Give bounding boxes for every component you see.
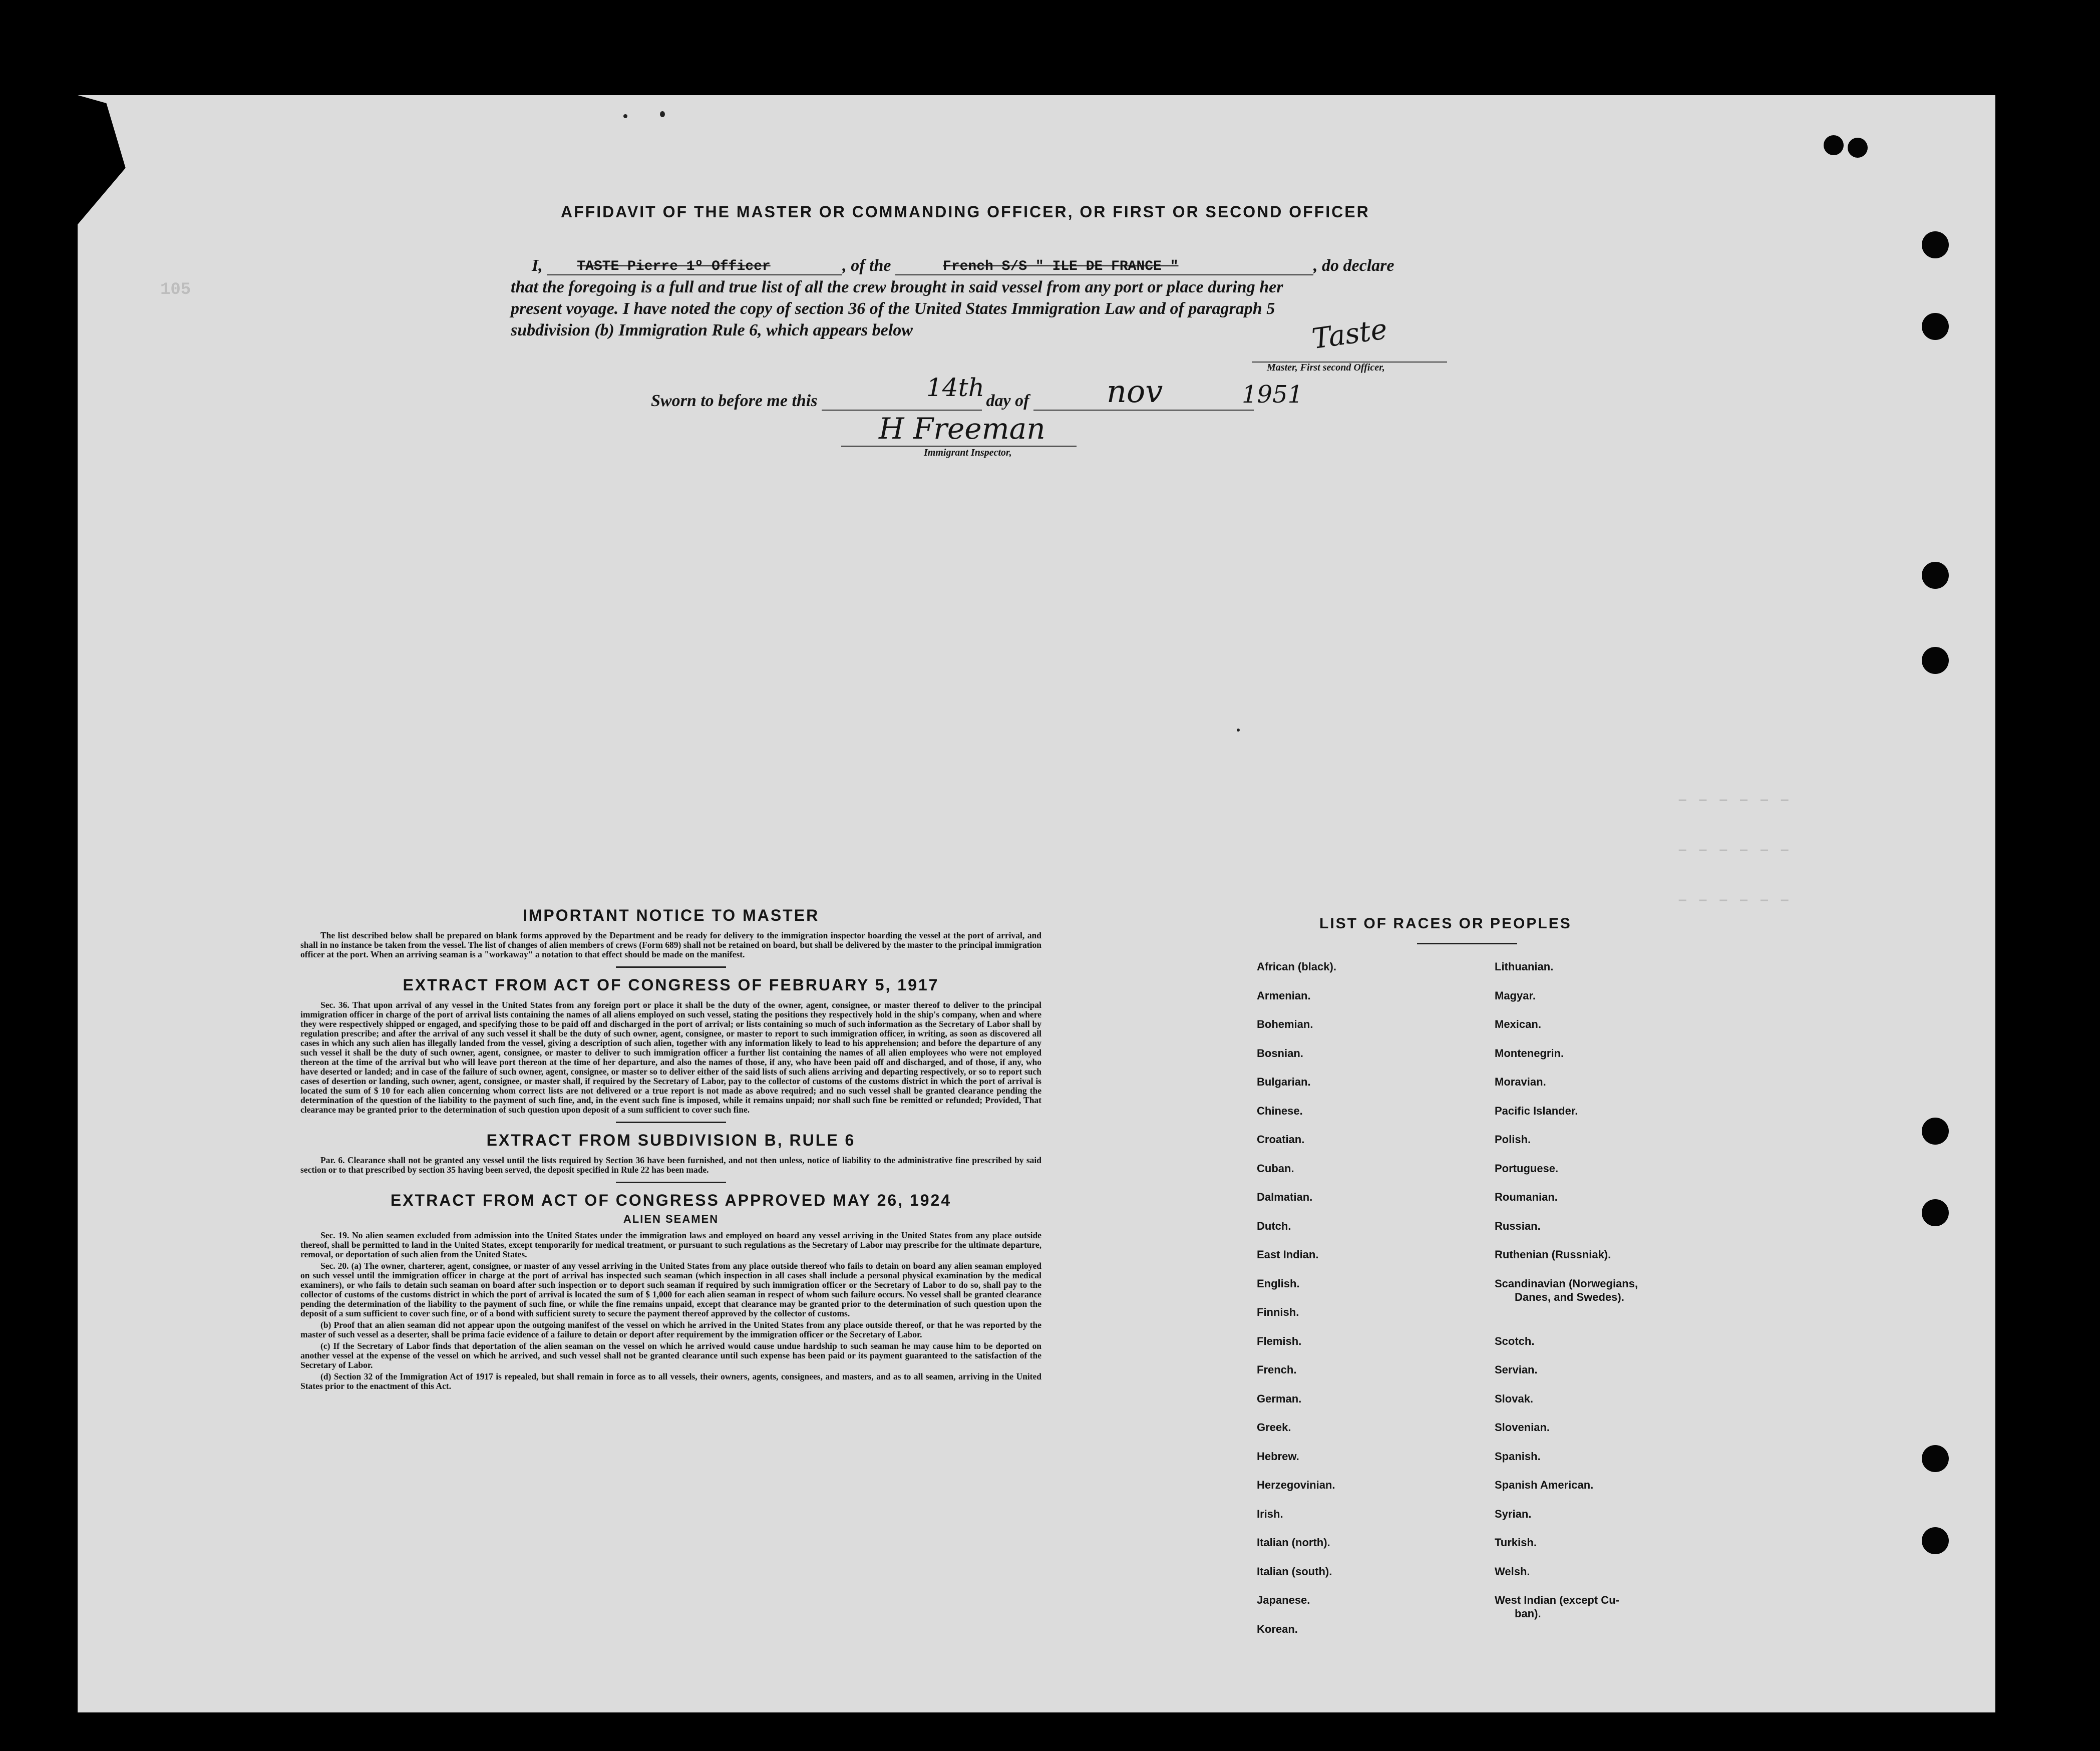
races-title: LIST OF RACES OR PEOPLES (1319, 915, 1572, 932)
punch-hole (1824, 135, 1844, 155)
punch-hole (1848, 138, 1868, 158)
extract-1924-title: EXTRACT FROM ACT OF CONGRESS APPROVED MAY 26, 1924 (390, 1191, 952, 1209)
sworn-month: nov (1107, 373, 1163, 410)
races-divider (1417, 943, 1517, 944)
sworn-year: 1951 (1242, 381, 1303, 409)
race-item: Polish. (1495, 1133, 1531, 1146)
race-item: Syrian. (1495, 1508, 1532, 1520)
race-item: Herzegovinian. (1257, 1479, 1335, 1491)
race-item: Russian. (1495, 1220, 1541, 1232)
inspector-label: Immigrant Inspector, (924, 447, 1012, 458)
inspector-signature: H Freeman (879, 412, 1045, 446)
race-item: Ruthenian (Russniak). (1495, 1248, 1611, 1261)
race-item: Irish. (1257, 1508, 1283, 1520)
race-item: Turkish. (1495, 1536, 1537, 1549)
declaration-line-3: present voyage. I have noted the copy of section 36 of the United States Immigration Law and of paragraph 5 (511, 299, 1275, 318)
declaration-line-4: subdivision (b) Immigration Rule 6, which appears below (511, 321, 913, 339)
legal-notice-column (300, 906, 1041, 1393)
race-item: Welsh. (1495, 1565, 1530, 1578)
punch-hole (1922, 313, 1949, 340)
notice-title: IMPORTANT NOTICE TO MASTER (522, 906, 820, 924)
race-item: Slovenian. (1495, 1421, 1550, 1434)
race-item: African (black). (1257, 960, 1336, 973)
race-item: ban). (1515, 1607, 1541, 1620)
race-item: Croatian. (1257, 1133, 1305, 1146)
page-number-mark: 105 (160, 280, 191, 299)
race-item: Chinese. (1257, 1105, 1303, 1117)
bleed-through-mark: – – – – – – (1677, 841, 1790, 860)
race-item: Moravian. (1495, 1076, 1546, 1088)
extract-rule6-body: Par. 6. Clearance shall not be granted any vessel until the lists required by Section 36 have been furnished, and not then unless, notice of liability to the administrative fine prescribed by said section or to that prescribed by section 35 having been served, the deposit specified in Rule 22 has been made. (300, 1155, 1041, 1175)
race-item: Armenian. (1257, 989, 1311, 1002)
race-item: Finnish. (1257, 1306, 1299, 1318)
punch-hole (1922, 647, 1949, 674)
race-item: Mexican. (1495, 1018, 1541, 1030)
extract-1924-subtitle: ALIEN SEAMEN (623, 1213, 719, 1225)
race-item: Scotch. (1495, 1335, 1535, 1347)
punch-hole (1922, 1199, 1949, 1226)
race-item: Japanese. (1257, 1594, 1310, 1606)
bleed-through-mark: – – – – – – (1677, 791, 1790, 810)
declaration-line-1 (532, 255, 1394, 275)
extract-1924-sec20a: Sec. 20. (a) The owner, charterer, agent, consignee, or master of any vessel arriving in the United States from any place outside thereof who fails to detain on board any alien seaman employed on such vessel until the immigration officer in charge at the port of arrival has inspected such seaman (which inspection in all cases shall include a personal physical examination by the medical examiners), or who fails to detain such seaman on board after such inspection or to deport such seaman if required by such immigration officer or the Secretary of Labor to do so, shall pay to the collector of customs of the customs district in which the port of arrival is located the sum of $ 1,000 for each alien seaman in respect of whom such failure occurs. No vessel shall be granted clearance pending the determination of the liability to the payment of such fine, or while the fine remains unpaid, except that clearance may be granted prior to the determination of such question upon the deposit of a sum sufficient to cover such fine, or of a bond with sufficient surety to secure the payment thereof approved by the collector of customs. (300, 1261, 1041, 1318)
vessel-name-field: French S/S " ILE DE FRANCE " (943, 259, 1179, 274)
race-item: Magyar. (1495, 989, 1536, 1002)
speck (660, 111, 665, 117)
extract-1924-sec20b: (b) Proof that an alien seaman did not appear upon the outgoing manifest of the vessel on which he arrived in the United States from any place outside thereof, or that he was reported by the master of such vessel as a deserter, shall be prima facie evidence of a failure to detain or deport after requirement by the immigration officer or the Secretary of Labor. (300, 1320, 1041, 1339)
race-item: Italian (south). (1257, 1565, 1332, 1578)
race-item: Lithuanian. (1495, 960, 1554, 973)
race-item: German. (1257, 1392, 1302, 1405)
do-declare-label: , do declare (1313, 256, 1394, 275)
day-of-label: day of (986, 392, 1029, 410)
race-item: Cuban. (1257, 1162, 1294, 1175)
punch-hole (1922, 1445, 1949, 1472)
race-item: Flemish. (1257, 1335, 1302, 1347)
extract-1917-title: EXTRACT FROM ACT OF CONGRESS OF FEBRUARY 5, 1917 (403, 976, 939, 994)
inspector-signature-line (841, 446, 1077, 447)
race-item: Bulgarian. (1257, 1076, 1311, 1088)
speck (623, 114, 627, 118)
of-the-label: , of the (842, 256, 891, 275)
race-item: Montenegrin. (1495, 1047, 1564, 1060)
extract-1924-sec20c: (c) If the Secretary of Labor finds that deportation of the alien seaman on the vessel on which he arrived would cause undue hardship to such seaman he may cause him to be deported on another vessel at the expense of the vessel on which he arrived, and such vessel shall not be granted clearance until such expense has been paid or its payment guaranteed to the satisfaction of the Secretary of Labor. (300, 1341, 1041, 1370)
affidavit-title: AFFIDAVIT OF THE MASTER OR COMMANDING OFFICER, OR FIRST OR SECOND OFFICER (561, 203, 1370, 221)
race-item: Hebrew. (1257, 1450, 1299, 1463)
race-item: Servian. (1495, 1363, 1538, 1376)
race-item: East Indian. (1257, 1248, 1319, 1261)
i-label: I, (532, 256, 543, 275)
race-item: Spanish American. (1495, 1479, 1594, 1491)
speck (1237, 729, 1240, 732)
punch-hole (1922, 1527, 1949, 1554)
race-item: Danes, and Swedes). (1515, 1291, 1624, 1303)
race-item: Pacific Islander. (1495, 1105, 1578, 1117)
section-divider (616, 966, 726, 968)
race-item: Bosnian. (1257, 1047, 1303, 1060)
bleed-through-mark: – – – – – – (1677, 891, 1790, 910)
officer-name-field: TASTE Pierre 1º Officer (577, 259, 771, 274)
extract-1924-sec20d: (d) Section 32 of the Immigration Act of 1917 is repealed, but shall remain in force as to all vessels, their owners, agents, consignees, and masters, and as to all seamen, arriving in the United States prior to the enactment of this Act. (300, 1371, 1041, 1391)
extract-1924-sec19: Sec. 19. No alien seamen excluded from admission into the United States under the immigration laws and employed on board any vessel arriving in the United States from any place outside thereof, shall be permitted to land in the United States, except temporarily for medical treatment, or pursuant to such regulations as the Secretary of Labor may prescribe for the ultimate departure, removal, or deportation of such alien from the United States. (300, 1230, 1041, 1259)
punch-hole (1922, 562, 1949, 589)
race-item: Korean. (1257, 1623, 1298, 1635)
race-item: Scandinavian (Norwegians, (1495, 1277, 1638, 1290)
section-divider (616, 1122, 726, 1123)
race-item: Bohemian. (1257, 1018, 1313, 1030)
race-item: Italian (north). (1257, 1536, 1330, 1549)
section-divider (616, 1182, 726, 1183)
officer-title-label: Master, First second Officer, (1267, 362, 1385, 373)
race-item: West Indian (except Cu- (1495, 1594, 1619, 1606)
officer-signature: Taste (1310, 312, 1389, 356)
sworn-day: 14th (926, 373, 984, 402)
declaration-line-2: that the foregoing is a full and true list of all the crew brought in said vessel from any port or place during her (511, 278, 1283, 296)
race-item: French. (1257, 1363, 1297, 1376)
extract-1917-body: Sec. 36. That upon arrival of any vessel in the United States from any foreign port or place it shall be the duty of the owner, agent, consignee, or master thereof to deliver to the principal immigration officer in charge of the port of arrival lists containing the names of all aliens employed on such vessel, stating the positions they respectively hold in the ship's company, when and where they were respectively shipped or engaged, and specifying those to be paid off and discharged in the port of arrival; or lists containing so much of such information as the Secretary of Labor shall by regulation prescribe; and after the arrival of any such vessel it shall be the duty of such owner, agent, consignee, or master to report to such immigration officer, in writing, as soon as discovered all cases in which any such alien has illegally landed from the vessel, giving a description of such alien, together with any information likely to lead to his apprehension; and before the departure of any such vessel it shall be the duty of such owner, agent, consignee, or master to deliver to such immigration officer a further list containing the names of all alien employees who were not employed thereon at the time of the arrival but who will leave port thereon at the time of her departure, and also the names of those, if any, who have been paid off and discharged, and of those, if any, who have deserted or landed; and in case of the failure of such owner, agent, consignee, or master so to deliver either of the said lists of such aliens arriving and departing respectively, or so to report such cases of desertion or landing, such owner, agent, consignee, or master shall, if required by the Secretary of Labor, pay to the collector of customs of the customs district in which the port of arrival is located the sum of $ 10 for each alien concerning whom correct lists are not delivered or a true report is not made as above required; and no such vessel shall be granted clearance pending the determination of the question of the liability to the payment of such fine, and, in the event such fine is imposed, while it remains unpaid; nor shall such fine be remitted or refunded; Provided, That clearance may be granted prior to the determination of such question upon deposit of a sum sufficient to cover such fine. (300, 1000, 1041, 1115)
race-item: English. (1257, 1277, 1300, 1290)
race-item: Greek. (1257, 1421, 1291, 1434)
punch-hole (1922, 1118, 1949, 1145)
extract-rule6-title: EXTRACT FROM SUBDIVISION B, RULE 6 (486, 1131, 856, 1149)
race-item: Roumanian. (1495, 1191, 1558, 1203)
race-item: Dutch. (1257, 1220, 1291, 1232)
race-item: Slovak. (1495, 1392, 1534, 1405)
sworn-prefix: Sworn to before me this (651, 392, 818, 410)
punch-hole (1922, 231, 1949, 258)
notice-body: The list described below shall be prepared on blank forms approved by the Department and be ready for delivery to the immigration inspector boarding the vessel at the port of arrival, and shall in no instance be taken from the vessel. The list of changes of alien members of crews (Form 689) shall not be retained on board, but shall be delivered by the master to the principal immigration officer at the port. When an arriving seaman is a "workaway" a notation to that effect should be made on the manifest. (300, 930, 1041, 959)
race-item: Portuguese. (1495, 1162, 1559, 1175)
race-item: Dalmatian. (1257, 1191, 1313, 1203)
race-item: Spanish. (1495, 1450, 1541, 1463)
